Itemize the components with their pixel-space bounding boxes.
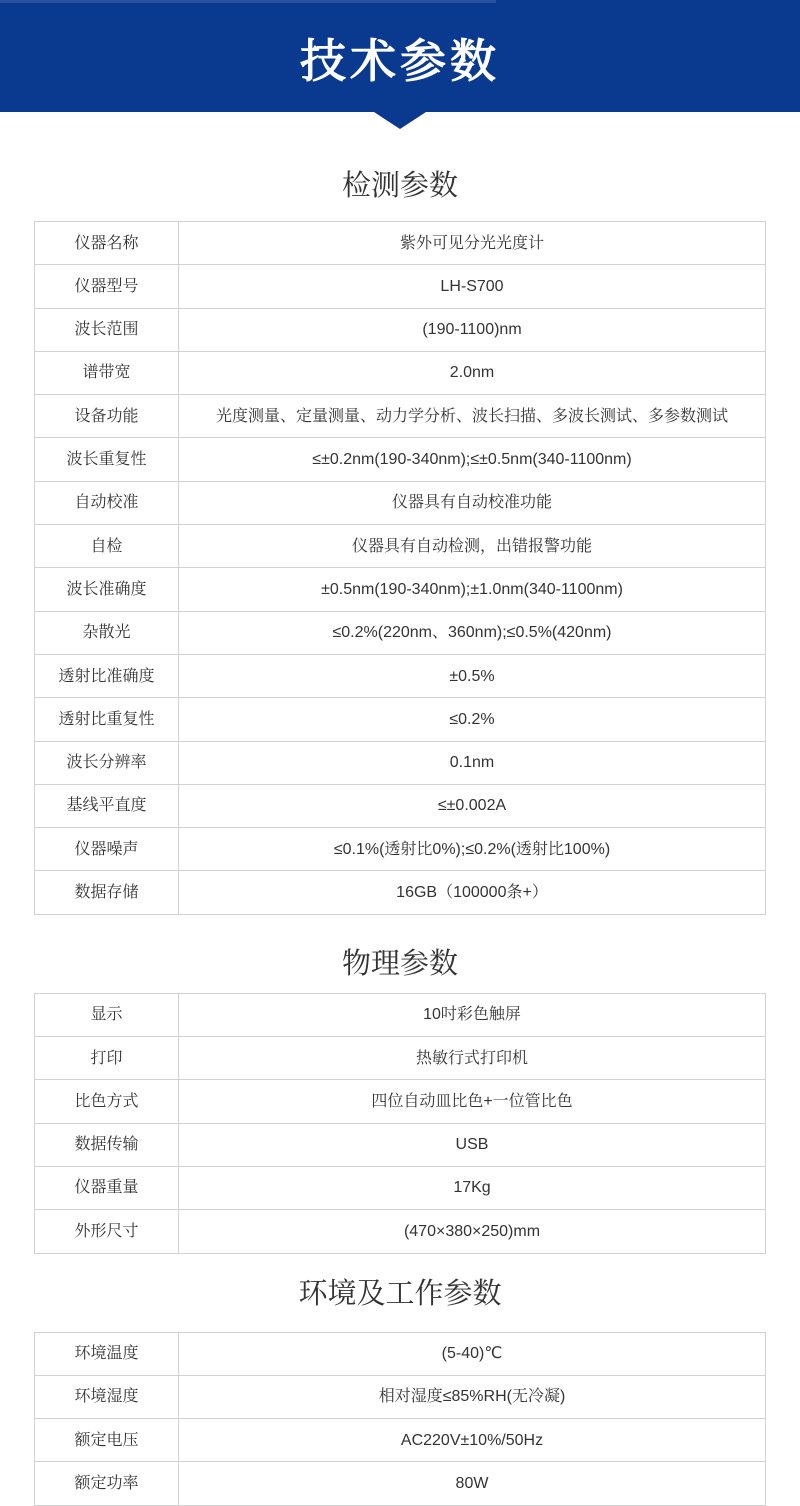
param-value: (470×380×250)mm	[179, 1210, 766, 1253]
table-row	[35, 1123, 766, 1166]
table-row	[35, 568, 766, 611]
param-label: 额定功率	[35, 1462, 179, 1505]
table-row	[35, 1419, 766, 1462]
table-row	[35, 611, 766, 654]
param-value: 仪器具有自动检测，出错报警功能	[179, 525, 766, 568]
param-label: 额定电压	[35, 1419, 179, 1462]
param-label: 数据存储	[35, 871, 179, 914]
param-value: 17Kg	[179, 1166, 766, 1209]
param-label: 波长范围	[35, 308, 179, 351]
param-label: 设备功能	[35, 395, 179, 438]
table-row	[35, 1210, 766, 1253]
param-value: 四位自动皿比色+一位管比色	[179, 1080, 766, 1123]
table-row	[35, 654, 766, 697]
param-value: 光度测量、定量测量、动力学分析、波长扫描、多波长测试、多参数测试	[179, 395, 766, 438]
section-title-environment-params: 环境及工作参数	[298, 1277, 502, 1310]
table-row	[35, 698, 766, 741]
param-value: (5-40)℃	[179, 1332, 766, 1375]
param-label: 波长准确度	[35, 568, 179, 611]
param-label: 环境温度	[35, 1332, 179, 1375]
param-label: 杂散光	[35, 611, 179, 654]
param-label: 打印	[35, 1037, 179, 1080]
param-value: 热敏行式打印机	[179, 1037, 766, 1080]
param-value: 2.0nm	[179, 351, 766, 394]
section-title-physical-params: 物理参数	[341, 947, 458, 980]
param-value: 紫外可见分光光度计	[179, 222, 766, 265]
table-row	[35, 1375, 766, 1418]
param-label: 透射比准确度	[35, 654, 179, 697]
param-label: 显示	[35, 993, 179, 1036]
table-row	[35, 308, 766, 351]
table-row	[35, 438, 766, 481]
content	[0, 169, 800, 1506]
param-label: 自检	[35, 525, 179, 568]
param-label: 波长重复性	[35, 438, 179, 481]
table-row	[35, 828, 766, 871]
table-row	[35, 1462, 766, 1505]
param-label: 自动校准	[35, 481, 179, 524]
param-value: ≤±0.002A	[179, 784, 766, 827]
param-value: 80W	[179, 1462, 766, 1505]
table-row	[35, 1080, 766, 1123]
param-value: ≤0.2%	[179, 698, 766, 741]
table-row	[35, 871, 766, 914]
section-title-detection-params: 检测参数	[341, 170, 458, 202]
param-value: ≤0.2%(220nm、360nm);≤0.5%(420nm)	[179, 611, 766, 654]
banner-pointer-triangle-icon	[374, 112, 426, 129]
param-value: 0.1nm	[179, 741, 766, 784]
param-label: 基线平直度	[35, 784, 179, 827]
param-label: 波长分辨率	[35, 741, 179, 784]
table-row	[35, 395, 766, 438]
table-row	[35, 351, 766, 394]
table-row	[35, 784, 766, 827]
table-row	[35, 1332, 766, 1375]
param-label: 仪器重量	[35, 1166, 179, 1209]
table-row	[35, 1166, 766, 1209]
param-value: ≤0.1%(透射比0%);≤0.2%(透射比100%)	[179, 828, 766, 871]
param-value: 相对湿度≤85%RH(无冷凝)	[179, 1375, 766, 1418]
table-row	[35, 741, 766, 784]
param-value: 16GB（100000条+）	[179, 871, 766, 914]
param-label: 外形尺寸	[35, 1210, 179, 1253]
table-row	[35, 265, 766, 308]
param-value: AC220V±10%/50Hz	[179, 1419, 766, 1462]
param-value: ±0.5nm(190-340nm);±1.0nm(340-1100nm)	[179, 568, 766, 611]
param-value: USB	[179, 1123, 766, 1166]
param-label: 透射比重复性	[35, 698, 179, 741]
physical-params-table	[34, 993, 766, 1254]
table-row	[35, 993, 766, 1036]
param-label: 数据传输	[35, 1123, 179, 1166]
param-value: ≤±0.2nm(190-340nm);≤±0.5nm(340-1100nm)	[179, 438, 766, 481]
detection-params-table	[34, 221, 766, 915]
page-title: 技术参数	[300, 34, 500, 87]
environment-params-table	[34, 1332, 766, 1506]
table-row	[35, 525, 766, 568]
page-header-banner	[0, 3, 800, 112]
param-value: 10吋彩色触屏	[179, 993, 766, 1036]
param-label: 仪器噪声	[35, 828, 179, 871]
param-label: 比色方式	[35, 1080, 179, 1123]
table-row	[35, 481, 766, 524]
param-value: ±0.5%	[179, 654, 766, 697]
param-label: 谱带宽	[35, 351, 179, 394]
param-value: (190-1100)nm	[179, 308, 766, 351]
param-value: LH-S700	[179, 265, 766, 308]
table-row	[35, 1037, 766, 1080]
param-label: 仪器名称	[35, 222, 179, 265]
param-value: 仪器具有自动校准功能	[179, 481, 766, 524]
table-row	[35, 222, 766, 265]
param-label: 仪器型号	[35, 265, 179, 308]
param-label: 环境湿度	[35, 1375, 179, 1418]
